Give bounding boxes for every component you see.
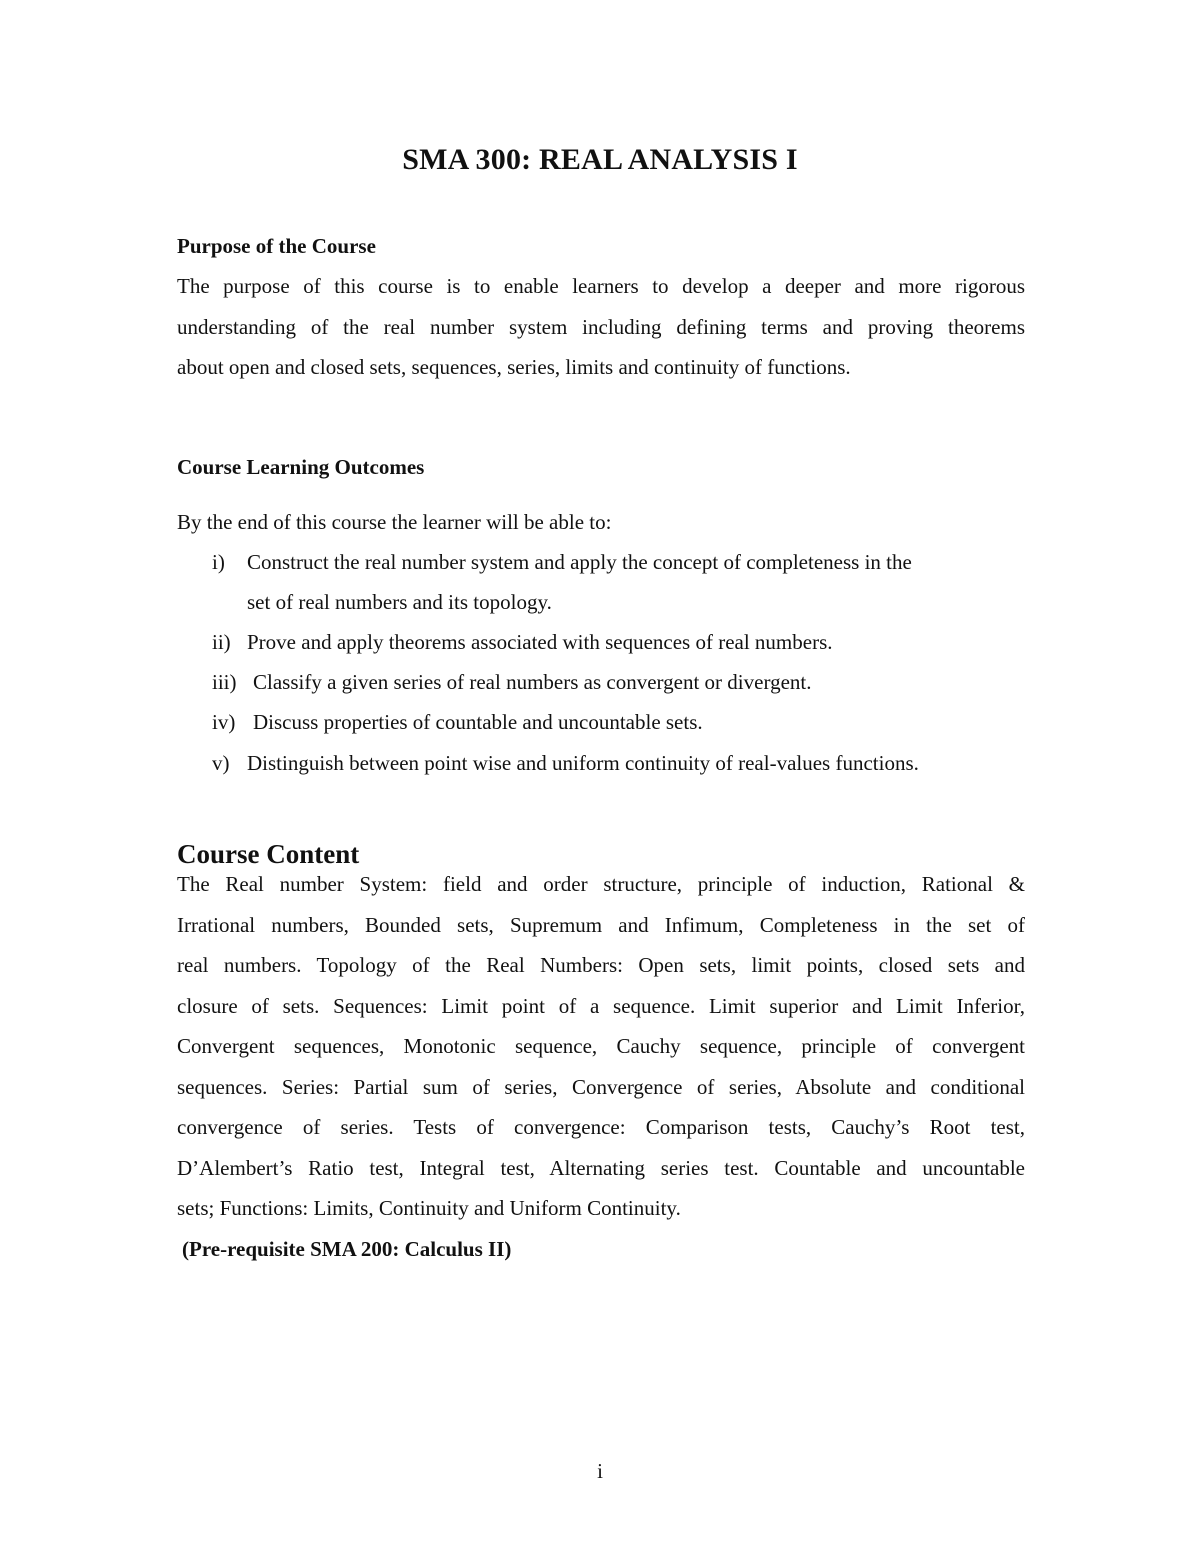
- outcomes-heading: Course Learning Outcomes: [177, 455, 425, 479]
- purpose-heading: Purpose of the Course: [177, 234, 376, 258]
- purpose-line: understanding of the real number system including defining terms and proving theorems: [177, 314, 1025, 339]
- outcome-number: v): [212, 751, 230, 775]
- prerequisite-note: (Pre-requisite SMA 200: Calculus II): [182, 1237, 512, 1261]
- content-line: convergence of series. Tests of convergence: Comparison tests, Cauchy’s Root test,: [177, 1115, 1025, 1139]
- purpose-paragraph: [177, 266, 1025, 388]
- content-paragraph: [177, 864, 1025, 1229]
- course-title: SMA 300: REAL ANALYSIS I: [402, 143, 798, 176]
- purpose-line: about open and closed sets, sequences, series, limits and continuity of functions.: [177, 355, 851, 379]
- content-line: Irrational numbers, Bounded sets, Supremum and Infimum, Completeness in the set of: [177, 912, 1025, 937]
- page-number: i: [597, 1459, 603, 1483]
- outcome-text: Classify a given series of real numbers as convergent or divergent.: [253, 670, 812, 694]
- content-line: Convergent sequences, Monotonic sequence, Cauchy sequence, principle of convergent: [177, 1034, 1025, 1058]
- content-line: sets; Functions: Limits, Continuity and Uniform Continuity.: [177, 1196, 681, 1220]
- outcome-number: iii): [212, 670, 237, 694]
- outcome-number: ii): [212, 630, 231, 654]
- outcome-text: Prove and apply theorems associated with sequences of real numbers.: [247, 630, 833, 654]
- purpose-line: The purpose of this course is to enable learners to develop a deeper and more rigorous: [177, 274, 1025, 298]
- outcome-text: Construct the real number system and apply the concept of completeness in the: [247, 550, 912, 574]
- outcome-text: Distinguish between point wise and uniform continuity of real-values functions.: [247, 751, 919, 775]
- content-line: real numbers. Topology of the Real Numbers: Open sets, limit points, closed sets and: [177, 953, 1025, 977]
- outcome-text: Discuss properties of countable and uncountable sets.: [253, 710, 703, 734]
- content-heading: Course Content: [177, 839, 360, 869]
- content-line: D’Alembert’s Ratio test, Integral test, Alternating series test. Countable and uncountable: [177, 1155, 1025, 1180]
- outcome-number: iv): [212, 710, 236, 734]
- content-line: sequences. Series: Partial sum of series, Convergence of series, Absolute and conditional: [177, 1074, 1025, 1099]
- outcome-text: set of real numbers and its topology.: [247, 590, 552, 614]
- content-line: closure of sets. Sequences: Limit point of a sequence. Limit superior and Limit Inferior,: [177, 993, 1025, 1018]
- outcome-number: i): [212, 550, 225, 574]
- content-line: The Real number System: field and order structure, principle of induction, Rational &: [177, 872, 1025, 896]
- outcomes-intro: By the end of this course the learner will be able to:: [177, 510, 612, 534]
